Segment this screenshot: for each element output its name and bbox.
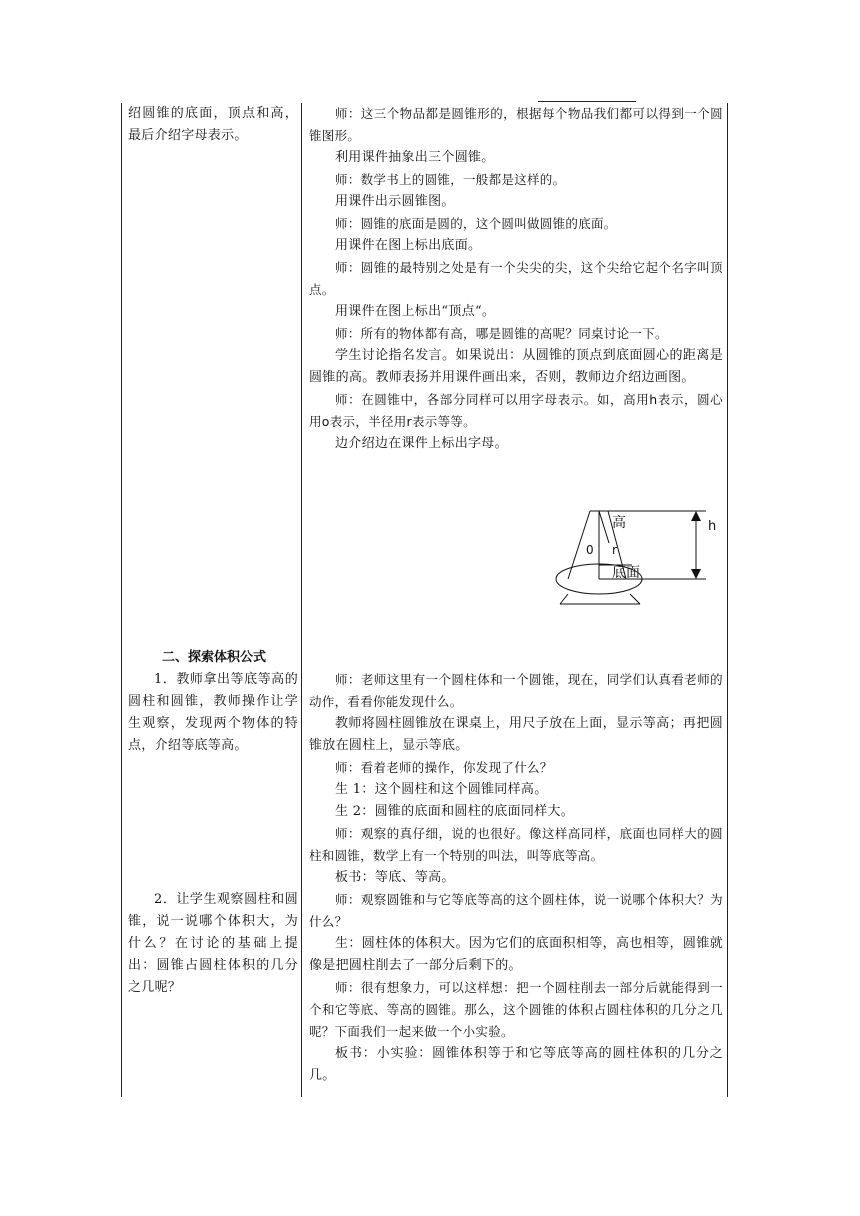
activity-line: 生 2：圆锥的底面和圆柱的底面同样大。	[335, 804, 575, 819]
teacher-line: 师：很有想象力，可以这样想：把一个圆柱削去一部分后就能得到一个和它等底、等高的圆锥。那么，这个圆锥的体积占圆柱体积的几分之几呢？下面我们一起来做一个小实验。	[309, 980, 723, 1039]
table-column-divider	[301, 103, 302, 1097]
activity-line: 生：圆柱体的体积大。因为它们的底面积相等，高也相等，圆锥就像是把圆柱削去了一部分后剩下的。	[309, 936, 723, 973]
teacher-line: 师：观察圆锥和与它等底等高的这个圆柱体，说一说哪个体积大？为什么？	[309, 892, 723, 929]
cone-diagram	[439, 503, 853, 613]
arrow-down-icon	[691, 569, 701, 579]
label-r: r	[612, 543, 617, 557]
activity-line: 用课件在图上标出底面。	[335, 238, 482, 253]
intro-text: 绍圆锥的底面，顶点和高，最后介绍字母表示。	[128, 106, 298, 143]
activity-line: 生 1：这个圆柱和这个圆锥同样高。	[335, 782, 548, 797]
teacher-line: 师：观察的真仔细，说的也很好。像这样高同样，底面也同样大的圆柱和圆锥，数学上有一个特别的叫法，叫等底等高。	[309, 826, 723, 863]
label-o: 0	[586, 543, 594, 557]
step-2-text: 2．让学生观察圆柱和圆锥，说一说哪个体积大，为什么？在讨论的基础上提出：圆锥占圆柱体积的几分之几呢？	[128, 892, 298, 995]
activity-line: 边介绍边在课件上标出字母。	[335, 436, 508, 451]
activity-line: 用课件出示圆锥图。	[335, 194, 455, 209]
activity-line: 用课件在图上标出“顶点“。	[335, 304, 496, 319]
teacher-line: 师：所有的物体都有高，哪是圆锥的高呢？同桌讨论一下。	[335, 326, 668, 341]
activity-line: 板书：小实验：圆锥体积等于和它等底等高的圆柱体积的几分之几。	[309, 1046, 723, 1083]
activity-line: 利用课件抽象出三个圆锥。	[335, 150, 495, 165]
lesson-part-2	[309, 669, 723, 1087]
label-h: h	[708, 519, 717, 534]
arrow-up-icon	[691, 511, 701, 521]
lesson-part-1	[309, 103, 723, 455]
teacher-line: 师：圆锥的最特别之处是有一个尖尖的尖，这个尖给它起个名字叫顶点。	[309, 260, 723, 297]
step-1-text: 1．教师拿出等底等高的圆柱和圆锥，教师操作让学生观察，发现两个物体的特点，介绍等底等高。	[128, 672, 298, 753]
label-height: 高	[612, 515, 626, 531]
activity-line: 学生讨论指名发言。如果说出：从圆锥的顶点到底面圆心的距离是圆锥的高。教师表扬并用课件画出来，否则，教师边介绍边画图。	[309, 348, 723, 385]
activity-line: 教师将圆柱圆锥放在课桌上，用尺子放在上面，显示等高；再把圆锥放在圆柱上，显示等底。	[309, 716, 723, 753]
teacher-line: 师：这三个物品都是圆锥形的，根据每个物品我们都可以得到一个圆锥图形。	[309, 106, 723, 143]
activity-line: 板书：等底、等高。	[335, 870, 455, 885]
teacher-line: 师：看着老师的操作，你发现了什么？	[335, 760, 553, 775]
teacher-line: 师：老师这里有一个圆柱体和一个圆锥，现在，同学们认真看老师的动作，看看你能发现什么。	[309, 672, 723, 709]
top-rule	[538, 101, 636, 102]
section-title: 二、探索体积公式	[162, 650, 267, 665]
cone-slant-line	[599, 511, 609, 543]
table-left-border	[121, 103, 122, 1097]
teacher-line: 师：圆锥的底面是圆的，这个圆叫做圆锥的底面。	[335, 216, 617, 231]
label-base: 底面	[612, 565, 640, 581]
teacher-line: 师：在圆锥中，各部分同样可以用字母表示。如，高用h表示，圆心用o表示，半径用r表示等等。	[309, 392, 723, 429]
teacher-line: 师：数学书上的圆锥，一般都是这样的。	[335, 172, 566, 187]
